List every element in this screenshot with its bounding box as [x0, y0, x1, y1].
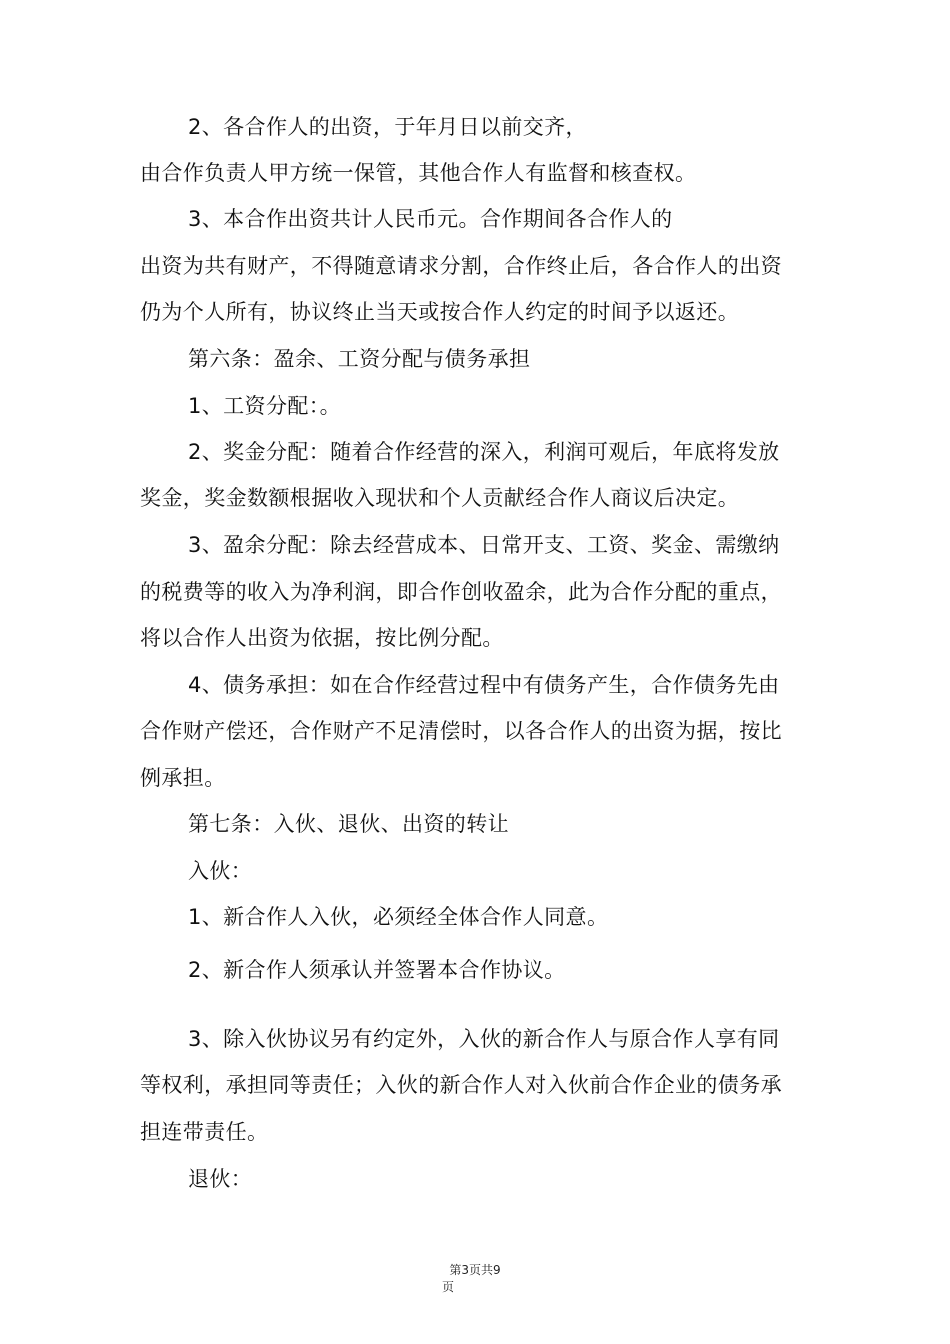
- paragraph-line: 2、奖金分配：随着合作经营的深入，利润可观后，年底将发放: [188, 440, 780, 464]
- section-heading: 第六条：盈余、工资分配与债务承担: [188, 347, 531, 371]
- subsection-heading: 退伙：: [188, 1167, 253, 1191]
- paragraph-line: 出资为共有财产，不得随意请求分割，合作终止后，各合作人的出资: [140, 254, 782, 278]
- paragraph-line: 奖金，奖金数额根据收入现状和个人贡献经合作人商议后决定。: [140, 486, 740, 510]
- paragraph-line: 将以合作人出资为依据，按比例分配。: [140, 626, 504, 650]
- paragraph-line: 由合作负责人甲方统一保管，其他合作人有监督和核查权。: [140, 161, 697, 185]
- page-number-continuation: 页: [441, 1280, 454, 1294]
- subsection-heading: 入伙：: [188, 859, 253, 883]
- paragraph-line: 2、各合作人的出资，于年月日以前交齐，: [188, 115, 587, 139]
- paragraph-line: 的税费等的收入为净利润，即合作创收盈余，此为合作分配的重点，: [140, 580, 782, 604]
- paragraph-line: 1、工资分配：。: [188, 394, 342, 418]
- paragraph-line: 4、债务承担：如在合作经营过程中有债务产生，合作债务先由: [188, 673, 780, 697]
- paragraph-line: 等权利，承担同等责任；入伙的新合作人对入伙前合作企业的债务承: [140, 1073, 782, 1097]
- paragraph-line: 担连带责任。: [140, 1120, 269, 1144]
- paragraph-line: 3、除入伙协议另有约定外，入伙的新合作人与原合作人享有同: [188, 1027, 780, 1051]
- paragraph-line: 2、新合作人须承认并签署本合作协议。: [188, 958, 566, 982]
- paragraph-line: 合作财产偿还，合作财产不足清偿时，以各合作人的出资为据，按比: [140, 719, 782, 743]
- paragraph-line: 例承担。: [140, 766, 226, 790]
- paragraph-line: 3、本合作出资共计人民币元。合作期间各合作人的: [188, 207, 673, 231]
- paragraph-line: 3、盈余分配：除去经营成本、日常开支、工资、奖金、需缴纳: [188, 533, 780, 557]
- paragraph-line: 仍为个人所有，协议终止当天或按合作人约定的时间予以返还。: [140, 300, 740, 324]
- page-number: 第3页共9: [449, 1263, 501, 1277]
- section-heading: 第七条：入伙、退伙、出资的转让: [188, 812, 509, 836]
- paragraph-line: 1、新合作人入伙，必须经全体合作人同意。: [188, 905, 609, 929]
